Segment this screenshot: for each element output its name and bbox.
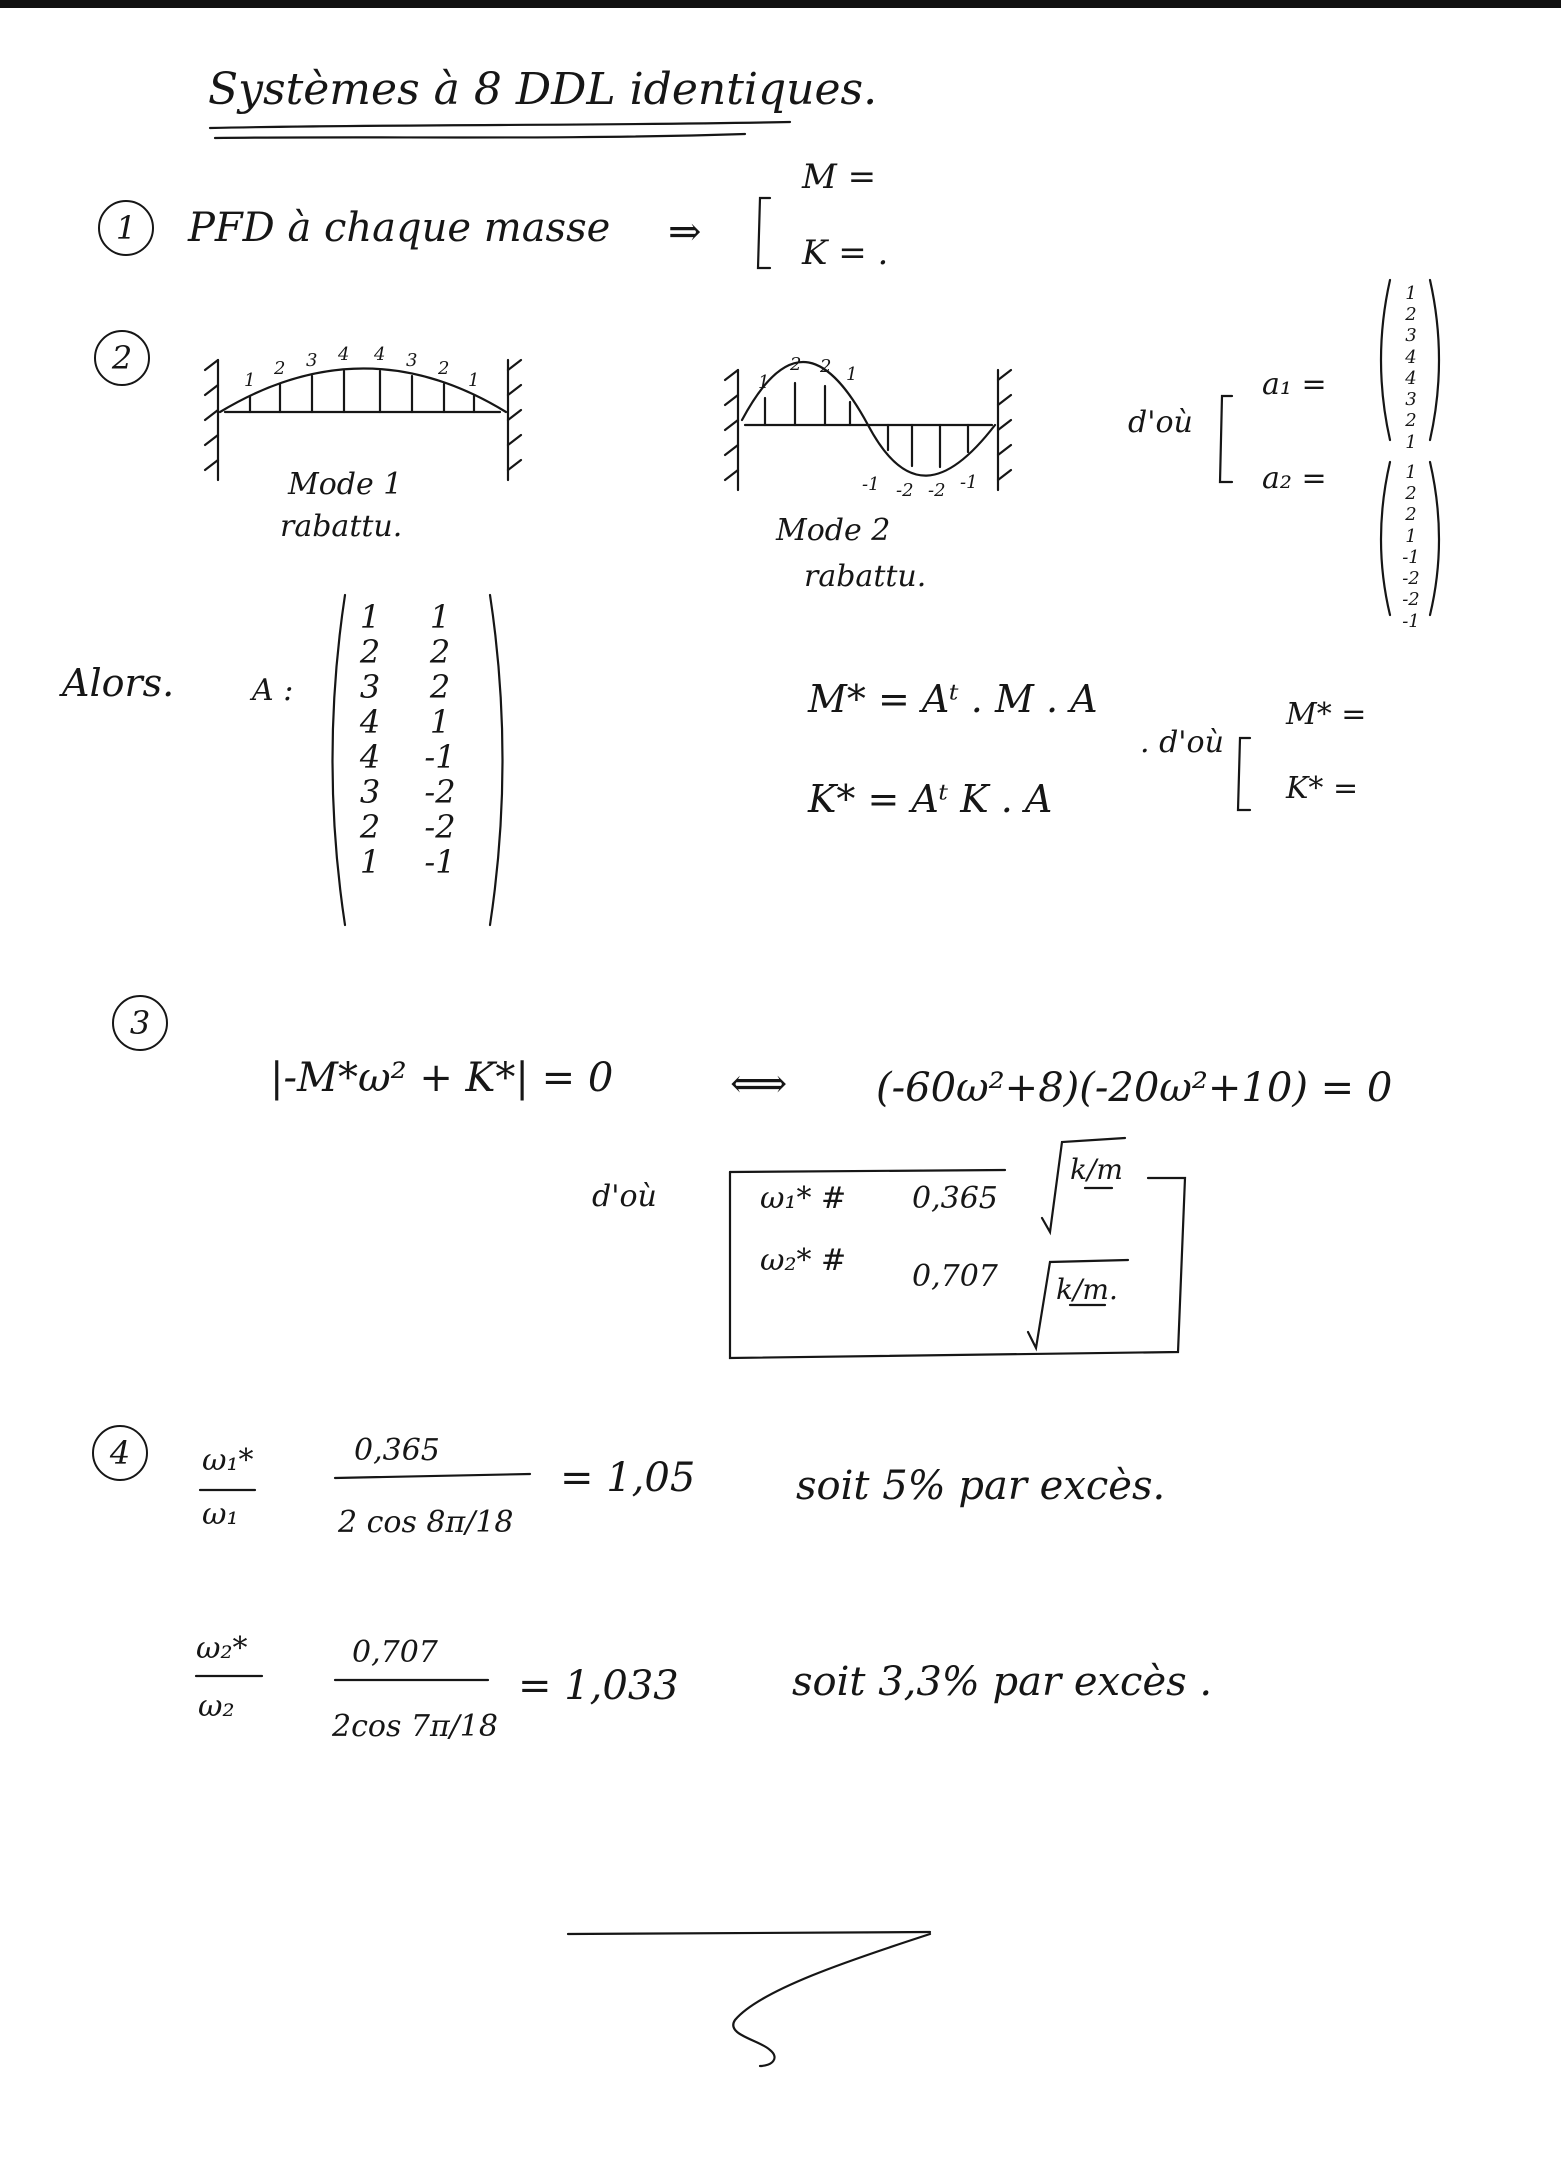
characteristic-polynomial: (-60ω²+8)(-20ω²+10) = 0	[876, 1065, 1393, 1111]
r1-rhs-bar	[335, 1474, 530, 1478]
a1-paren-right	[1430, 280, 1439, 440]
dou-label-3: d'où	[592, 1179, 657, 1214]
vec-bracket	[1220, 396, 1232, 482]
A-label: A :	[252, 673, 294, 708]
a2-paren-left	[1381, 462, 1390, 615]
omega2-value: 0,707	[912, 1259, 998, 1294]
section-marker-3: 3	[112, 995, 168, 1051]
page-title: Systèmes à 8 DDL identiques.	[208, 64, 878, 115]
mode2-number: -1	[862, 474, 880, 495]
mode2-caption: Mode 2	[776, 513, 891, 548]
mode1-number: 1	[244, 370, 256, 391]
a1-vector-values: 1 2 3 4 4 3 2 1	[1405, 283, 1417, 453]
r1-lhs-num: ω₁*	[202, 1443, 254, 1478]
section-marker-1: 1	[98, 200, 154, 256]
mode2-caption: rabattu.	[804, 559, 927, 594]
a2-paren-right	[1430, 462, 1439, 615]
r1-comment: soit 5% par excès.	[796, 1463, 1166, 1509]
Kstar-equation: K* = Aᵗ K . A	[808, 777, 1053, 821]
section-marker-2: 2	[94, 330, 150, 386]
Kstar-result: K* =	[1286, 771, 1359, 806]
det-equation: |-M*ω² + K*| = 0	[270, 1055, 614, 1101]
dou-label-2: . d'où	[1140, 725, 1224, 760]
r1-lhs-den: ω₁	[202, 1497, 239, 1532]
section-marker-4: 4	[92, 1425, 148, 1481]
mode1-number: 2	[438, 358, 450, 379]
r2-lhs-num: ω₂*	[196, 1631, 248, 1666]
mode1-number: 4	[338, 344, 350, 365]
a1-paren-left	[1381, 280, 1390, 440]
q1-bracket	[758, 198, 770, 268]
a2-label: a₂ =	[1262, 461, 1327, 496]
equivalence-sign: ⟺	[730, 1061, 788, 1107]
r2-denominator: 2cos 7π/18	[332, 1709, 498, 1744]
star-bracket	[1238, 738, 1250, 810]
signature-mark	[733, 1934, 930, 2066]
q1-m-line: M =	[802, 157, 877, 197]
Mstar-result: M* =	[1286, 697, 1367, 732]
mode1-caption: Mode 1	[288, 467, 403, 502]
r2-numerator: 0,707	[352, 1635, 438, 1670]
a1-label: a₁ =	[1262, 367, 1327, 402]
mode1-number: 2	[274, 358, 286, 379]
a2-vector-values: 1 2 2 1 -1 -2 -2 -1	[1402, 462, 1420, 632]
omega1-value: 0,365	[912, 1181, 998, 1216]
q1-k-line: K = .	[802, 233, 889, 273]
omega2-lhs: ω₂* #	[760, 1243, 847, 1278]
Mstar-equation: M* = Aᵗ . M . A	[808, 677, 1098, 721]
r1-denominator: 2 cos 8π/18	[338, 1505, 514, 1540]
signature-line	[568, 1932, 930, 1934]
mode2-number: 2	[790, 354, 802, 375]
omega1-lhs: ω₁* #	[760, 1181, 847, 1216]
r2-result: = 1,033	[518, 1663, 679, 1709]
mode2-number: 1	[846, 364, 858, 385]
title-underline-2	[215, 134, 745, 138]
mode2-number: -2	[928, 480, 946, 501]
mode2-number: -1	[960, 472, 978, 493]
mode1-number: 4	[374, 344, 386, 365]
mode1-number: 3	[406, 350, 418, 371]
sqrt2-content: k/m.	[1056, 1273, 1118, 1306]
dou-label: d'où	[1128, 405, 1193, 440]
result-box-top	[730, 1170, 1005, 1172]
r2-comment: soit 3,3% par excès .	[792, 1659, 1213, 1705]
r1-numerator: 0,365	[354, 1433, 440, 1468]
mode2-number: -2	[896, 480, 914, 501]
q1-arrow: ⇒	[668, 209, 702, 255]
title-underline	[210, 122, 790, 128]
A-column-1: 1 2 3 4 4 3 2 1	[359, 598, 381, 881]
sqrt1-content: k/m	[1070, 1153, 1123, 1186]
r1-result: = 1,05	[560, 1455, 696, 1501]
mode2-number: 1	[758, 372, 770, 393]
mode1-number: 1	[468, 370, 480, 391]
mode1-caption: rabattu.	[280, 509, 403, 544]
r2-lhs-den: ω₂	[198, 1689, 235, 1724]
mode2-number: 2	[820, 356, 832, 377]
q1-text: PFD à chaque masse	[188, 205, 611, 251]
A-column-2: 1 2 2 1 -1 -2 -2 -1	[424, 598, 456, 881]
alors-label: Alors.	[62, 661, 175, 705]
mode1-number: 3	[306, 350, 318, 371]
A-paren-right	[490, 595, 503, 925]
